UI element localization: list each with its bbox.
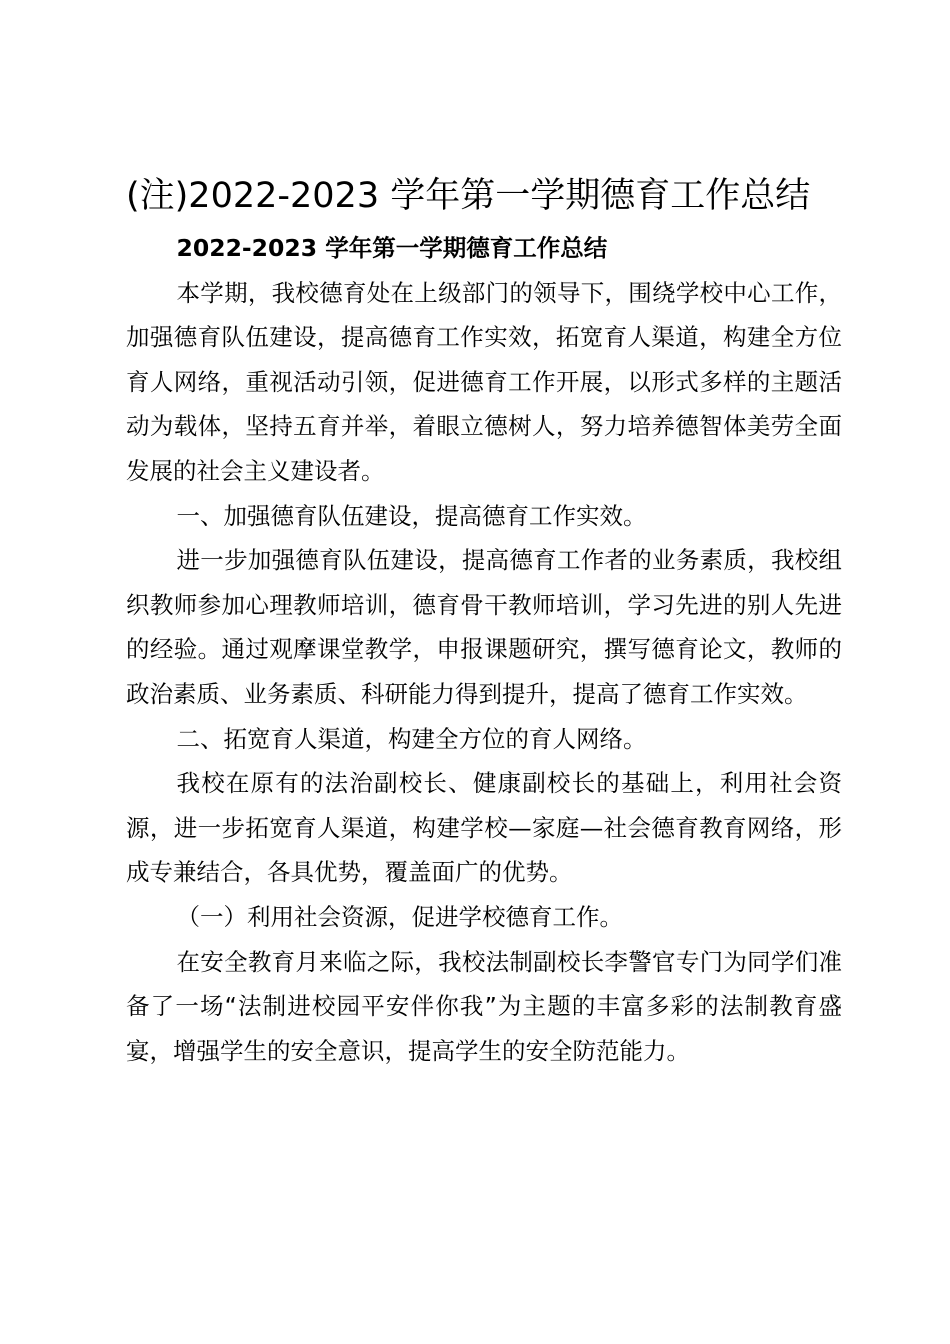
section-2-paragraph: 我校在原有的法治副校长、健康副校长的基础上，利用社会资源，进一步拓宽育人渠道，构建学校—家庭—社会德育教育网络，形成专兼结合，各具优势，覆盖面广的优势。 <box>126 769 842 887</box>
section-heading-2: 二、拓宽育人渠道，构建全方位的育人网络。 <box>176 724 647 753</box>
section-1-paragraph: 进一步加强德育队伍建设，提高德育工作者的业务素质，我校组织教师参加心理教师培训，德育骨干教师培训，学习先进的别人先进的经验。通过观摩课堂教学，申报课题研究，撰写德育论文，教师的政治素质、业务素质、科研能力得到提升，提高了德育工作实效。 <box>126 546 842 708</box>
document-subtitle: 2022-2023 学年第一学期德育工作总结 <box>176 234 608 262</box>
document-title: (注)2022-2023 学年第一学期德育工作总结 <box>126 176 811 216</box>
document-body <box>126 226 842 1073</box>
intro-paragraph: 本学期，我校德育处在上级部门的领导下，围绕学校中心工作，加强德育队伍建设，提高德育工作实效，拓宽育人渠道，构建全方位育人网络，重视活动引领，促进德育工作开展，以形式多样的主题活动为载体，坚持五育并举，着眼立德树人，努力培养德智体美劳全面发展的社会主义建设者。 <box>126 278 842 485</box>
subsection-1-paragraph: 在安全教育月来临之际，我校法制副校长李警官专门为同学们准备了一场“法制进校园平安伴你我”为主题的丰富多彩的法制教育盛宴，增强学生的安全意识，提高学生的安全防范能力。 <box>126 947 842 1065</box>
section-heading-1: 一、加强德育队伍建设，提高德育工作实效。 <box>176 501 647 530</box>
subsection-heading-1: （一）利用社会资源，促进学校德育工作。 <box>176 902 624 931</box>
